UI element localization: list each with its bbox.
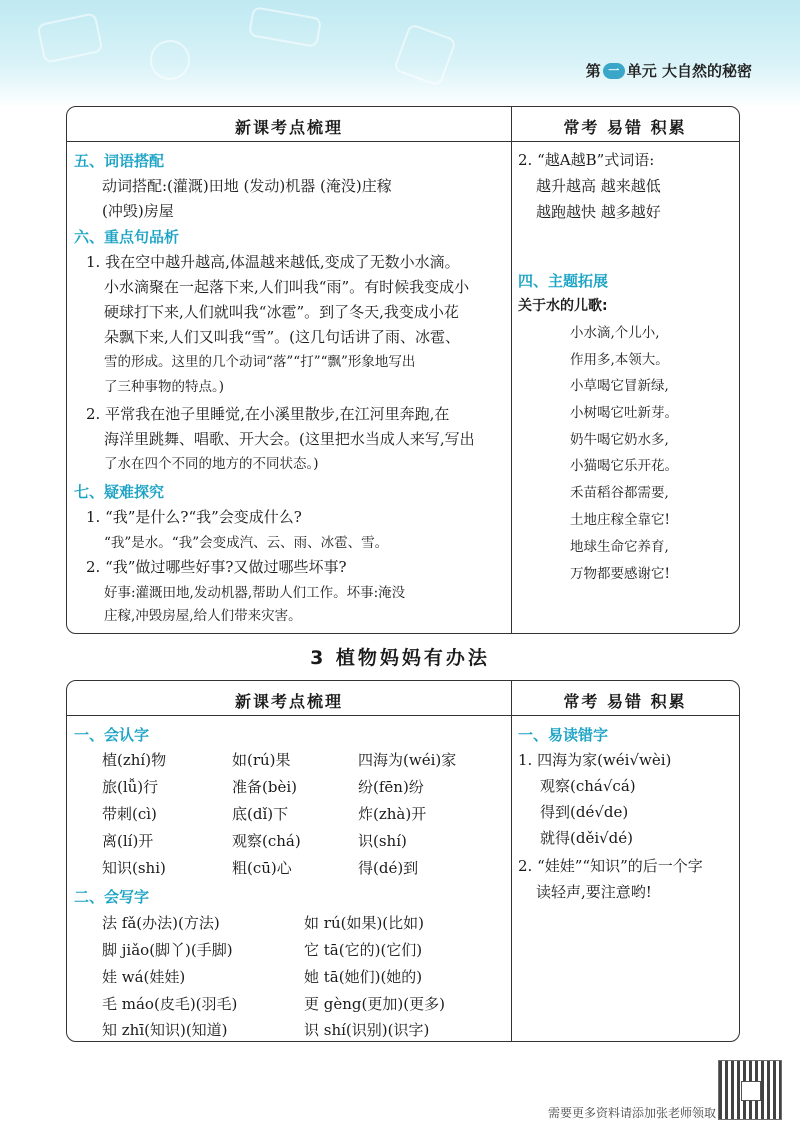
song-title: 关于水的儿歌:: [518, 298, 608, 314]
song-line: 万物都要感谢它!: [570, 566, 670, 582]
song-line: 作用多,本领大。: [570, 352, 669, 368]
text-line: 小水滴聚在一起落下来,人们叫我“雨”。有时候我变成小: [104, 278, 470, 296]
unit-header: [586, 60, 752, 81]
section-title-errors: 一、易读错字: [518, 726, 609, 744]
write-char: 法 fǎ(办法)(方法): [102, 914, 220, 932]
text-line: (冲毁)房屋: [102, 202, 174, 220]
song-line: 小草喝它冒新绿,: [570, 378, 669, 394]
text-line: 好事:灌溉田地,发动机器,帮助人们工作。坏事:淹没: [104, 585, 406, 601]
write-char: 娃 wá(娃娃): [102, 968, 186, 986]
section-title-7: 七、疑难探究: [74, 483, 165, 501]
decor-shape: [248, 6, 322, 48]
column-divider: [511, 681, 512, 1041]
error-line: 读轻声,要注意哟!: [536, 883, 652, 901]
section-title-6: 六、重点句品析: [74, 228, 180, 246]
read-char: 准备(bèi): [232, 778, 297, 796]
song-line: 土地庄稼全靠它!: [570, 512, 670, 528]
section-title-4: 四、主题拓展: [518, 272, 609, 290]
qr-center: [741, 1081, 761, 1101]
song-line: 小树喝它吐新芽。: [570, 405, 678, 421]
song-line: 奶牛喝它奶水多,: [570, 432, 669, 448]
text-line: 海洋里跳舞、唱歌、开大会。(这里把水当成人来写,写出: [104, 430, 475, 448]
error-line: 2. “娃娃”“知识”的后一个字: [518, 857, 703, 875]
read-char: 如(rú)果: [232, 751, 291, 769]
top-band: [0, 0, 800, 108]
read-char: 纷(fēn)纷: [358, 778, 424, 796]
write-char: 更 gèng(更加)(更多): [304, 995, 445, 1013]
read-char: 知识(shi): [102, 859, 166, 877]
write-char: 知 zhī(知识)(知道): [102, 1021, 228, 1039]
text-line: 硬球打下来,人们就叫我“冰雹”。到了冬天,我变成小花: [104, 303, 459, 321]
footer-note: 需要更多资料请添加张老师领取: [548, 1106, 717, 1120]
text-line: 了三种事物的特点。): [104, 379, 225, 395]
read-char: 炸(zhà)开: [358, 805, 427, 823]
read-char: 粗(cū)心: [232, 859, 292, 877]
right-column-heading: 常考 易错 积累: [563, 692, 687, 711]
text-line: 朵飘下来,人们又叫我“雪”。(这几句话讲了雨、冰雹、: [104, 328, 460, 346]
write-char: 毛 máo(皮毛)(羽毛): [102, 995, 238, 1013]
section-title-read: 一、会认字: [74, 726, 150, 744]
unit-badge: 一: [603, 63, 625, 79]
text-line: 2. 平常我在池子里睡觉,在小溪里散步,在江河里奔跑,在: [86, 405, 450, 423]
qr-code[interactable]: [718, 1060, 782, 1120]
header-divider: [67, 715, 739, 716]
error-line: 就得(děi√dé): [540, 829, 634, 847]
read-char: 识(shí): [358, 832, 407, 850]
error-line: 1. 四海为家(wéi√wèi): [518, 751, 672, 769]
error-line: 观察(chá√cá): [540, 777, 636, 795]
read-char: 底(dǐ)下: [232, 805, 289, 823]
text-line: 庄稼,冲毁房屋,给人们带来灾害。: [104, 608, 302, 624]
song-line: 地球生命它养育,: [570, 539, 669, 555]
text-line: 1. 我在空中越升越高,体温越来越低,变成了无数小水滴。: [86, 253, 460, 271]
right-column-heading: 常考 易错 积累: [563, 118, 687, 137]
section-title-5: 五、词语搭配: [74, 152, 165, 170]
text-line: “我”是水。“我”会变成汽、云、雨、冰雹、雪。: [104, 535, 389, 551]
column-divider: [511, 107, 512, 633]
lesson-title: 3 植物妈妈有办法: [310, 647, 490, 669]
unit-title: 单元 大自然的秘密: [626, 62, 752, 80]
read-char: 观察(chá): [232, 832, 301, 850]
text-line: 雪的形成。这里的几个动词“落”“打”“飘”形象地写出: [104, 354, 416, 370]
decor-shape: [36, 12, 103, 64]
decor-shape: [150, 40, 190, 80]
error-line: 得到(dé√de): [540, 803, 629, 821]
right-text-line: 2. “越A越B”式词语:: [518, 151, 655, 169]
text-line: 1. “我”是什么?“我”会变成什么?: [86, 508, 302, 526]
right-text-line: 越升越高 越来越低: [536, 177, 661, 195]
read-char: 四海为(wéi)家: [358, 751, 457, 769]
read-char: 带刺(cì): [102, 805, 157, 823]
song-line: 小猫喝它乐开花。: [570, 458, 678, 474]
text-line: 动词搭配:(灌溉)田地 (发动)机器 (淹没)庄稼: [102, 177, 392, 195]
write-char: 它 tā(它的)(它们): [304, 941, 423, 959]
right-text-line: 越跑越快 越多越好: [536, 203, 661, 221]
section-title-write: 二、会写字: [74, 888, 150, 906]
text-line: 2. “我”做过哪些好事?又做过哪些坏事?: [86, 558, 347, 576]
read-char: 得(dé)到: [358, 859, 419, 877]
write-char: 如 rú(如果)(比如): [304, 914, 425, 932]
read-char: 植(zhí)物: [102, 751, 167, 769]
write-char: 识 shí(识别)(识字): [304, 1021, 430, 1039]
song-line: 禾苗稻谷都需要,: [570, 485, 669, 501]
write-char: 脚 jiǎo(脚丫)(手脚): [102, 941, 233, 959]
write-char: 她 tā(她们)(她的): [304, 968, 423, 986]
text-line: 了水在四个不同的地方的不同状态。): [104, 456, 319, 472]
read-char: 离(lí)开: [102, 832, 154, 850]
decor-shape: [393, 23, 457, 87]
song-line: 小水滴,个儿小,: [570, 325, 660, 341]
unit-prefix: 第: [585, 62, 601, 80]
left-column-heading: 新课考点梳理: [234, 692, 343, 711]
header-divider: [67, 141, 739, 142]
read-char: 旅(lǚ)行: [102, 778, 159, 796]
left-column-heading: 新课考点梳理: [234, 118, 343, 137]
